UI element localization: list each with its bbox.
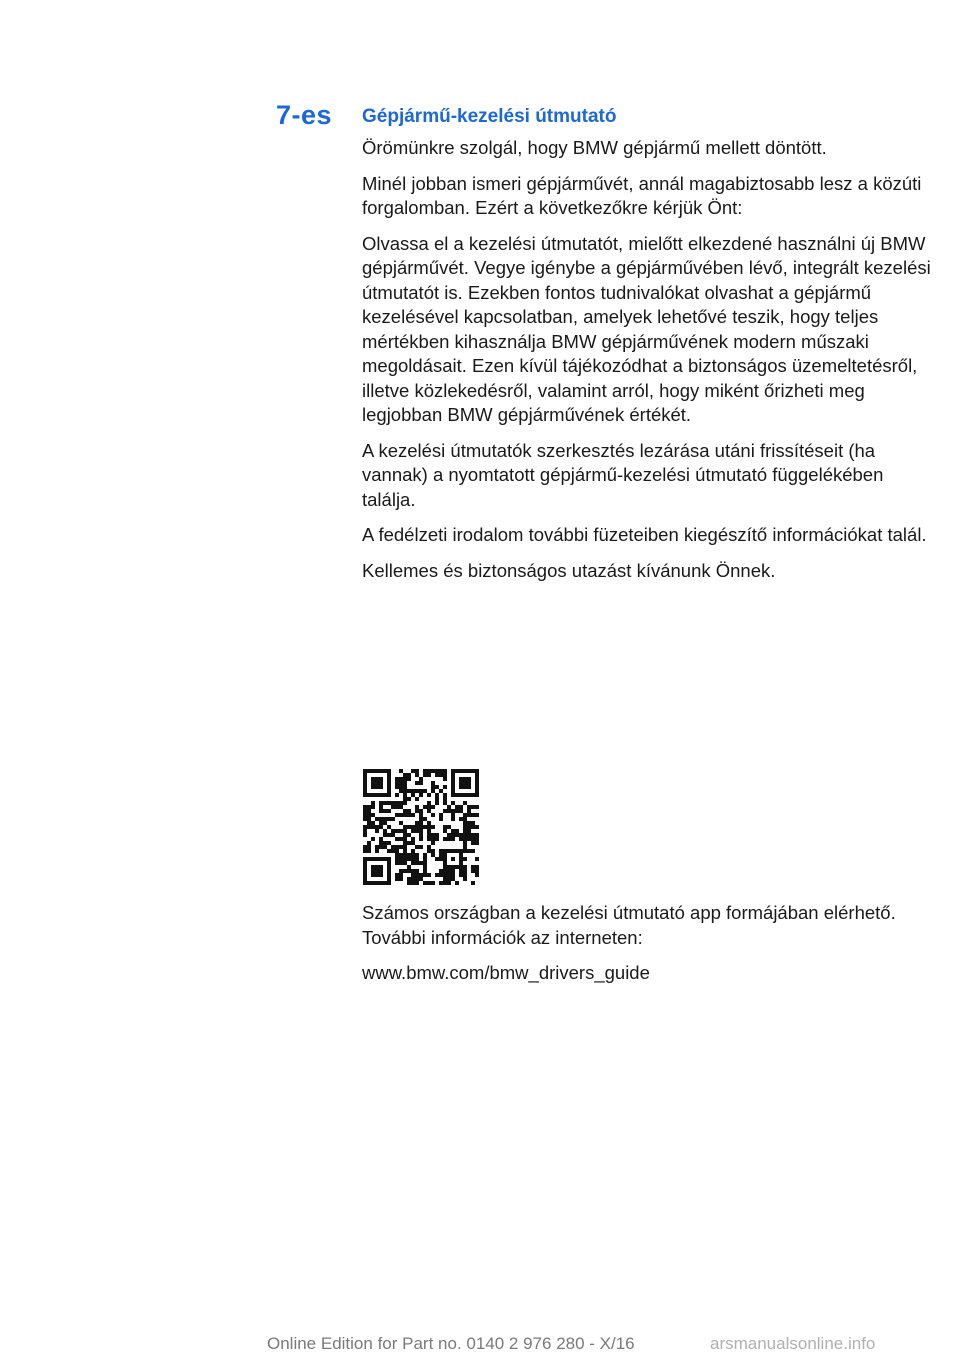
app-availability-text: Számos országban a kezelési útmutató app formájában elérhető. További információk az interneten: xyxy=(362,902,896,948)
app-info-section xyxy=(362,901,932,997)
page-title: Gépjármű-kezelési útmutató xyxy=(362,106,617,127)
paragraph-read-manual: Olvassa el a kezelési útmutatót, mielőtt elkezdené használni új BMW gépjárművét. Vegye igénybe a gépjárművében lévő, integrált kezelési útmutatót is. Ezekben fontos tudnivalókat olvashat a gépjármű kezelésével kapcsolatban, amelyek lehetővé teszik, hogy teljes mértékben kihasználja BMW gépjárművének modern műszaki megoldásait. Ezen kívül tájékozódhat a biztonságos üzemeltetésről, illetve közlekedésről, valamint arról, hogy miként őrizheti meg legjobban BMW gépjárművének értékét. xyxy=(362,232,931,425)
main-content xyxy=(362,104,932,594)
footer-watermark: arsmanualsonline.info xyxy=(710,1334,876,1353)
paragraph-intro: Örömünkre szolgál, hogy BMW gépjármű mellett döntött. xyxy=(362,137,827,158)
paragraph-further-info: A fedélzeti irodalom további füzeteiben kiegészítő információkat talál. xyxy=(362,524,927,545)
drivers-guide-link[interactable]: www.bmw.com/bmw_drivers_guide xyxy=(362,962,650,983)
footer-edition: Online Edition for Part no. 0140 2 976 280 - X/16 xyxy=(267,1334,635,1353)
chapter-label: 7-es xyxy=(275,100,332,130)
paragraph-updates: A kezelési útmutatók szerkesztés lezárása utáni frissítéseit (ha vannak) a nyomtatott gépjármű-kezelési útmutató függelékében találja. xyxy=(362,439,884,510)
qr-code-icon xyxy=(363,769,479,885)
paragraph-closing: Kellemes és biztonságos utazást kívánunk Önnek. xyxy=(362,559,776,581)
paragraph-knowledge: Minél jobban ismeri gépjárművét, annál magabiztosabb lesz a közúti forgalomban. Ezért a következőkre kérjük Önt: xyxy=(362,172,922,218)
